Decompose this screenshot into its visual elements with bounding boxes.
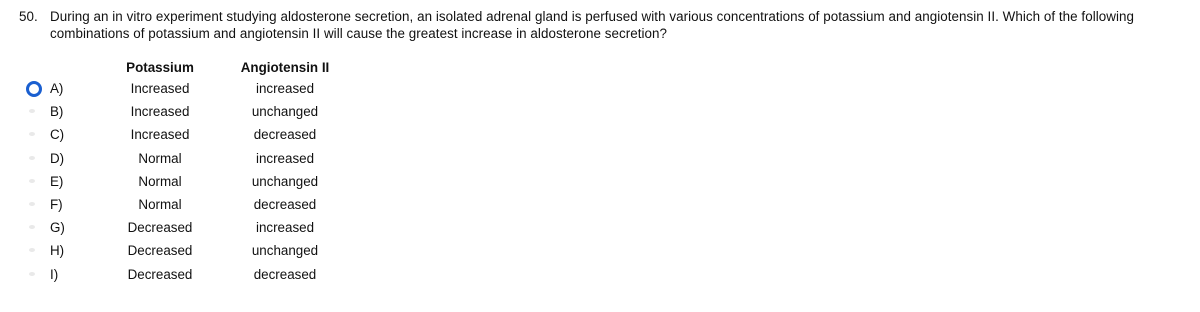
answer-table-header xyxy=(0,60,400,78)
answer-option-d[interactable] xyxy=(0,150,400,173)
answer-options xyxy=(0,80,400,289)
radio-selected-icon[interactable] xyxy=(26,81,42,97)
option-angiotensin: decreased xyxy=(253,127,317,143)
answer-option-f[interactable] xyxy=(0,196,400,219)
radio-unselected-icon[interactable] xyxy=(29,179,35,183)
question-line-1 xyxy=(19,8,1189,25)
question-stem-line-1: During an in vitro experiment studying aldosterone secretion, an isolated adrenal gland is perfused with various concentrations of potassium and angiotensin II. Which of the following xyxy=(50,9,1134,24)
answer-option-e[interactable] xyxy=(0,173,400,196)
potassium-column-header: Potassium xyxy=(126,60,194,75)
option-letter: F) xyxy=(50,196,63,212)
option-angiotensin: decreased xyxy=(253,266,317,282)
question-number: 50. xyxy=(19,9,38,24)
option-letter: H) xyxy=(50,243,65,259)
option-potassium: Increased xyxy=(130,127,190,143)
option-angiotensin: unchanged xyxy=(251,173,319,189)
option-potassium: Decreased xyxy=(127,220,193,236)
option-letter: B) xyxy=(50,104,64,120)
radio-unselected-icon[interactable] xyxy=(29,156,35,160)
radio-unselected-icon[interactable] xyxy=(29,132,35,136)
answer-option-i[interactable] xyxy=(0,266,400,289)
radio-unselected-icon[interactable] xyxy=(29,272,35,276)
answer-option-b[interactable] xyxy=(0,103,400,126)
radio-unselected-icon[interactable] xyxy=(29,225,35,229)
option-potassium: Normal xyxy=(138,150,182,166)
option-potassium: Decreased xyxy=(127,266,193,282)
option-potassium: Normal xyxy=(138,196,182,212)
option-letter: E) xyxy=(50,173,64,189)
angiotensin-column-header: Angiotensin II xyxy=(240,60,330,75)
option-angiotensin: increased xyxy=(255,220,315,236)
answer-option-a[interactable] xyxy=(0,80,400,103)
option-angiotensin: increased xyxy=(255,150,315,166)
option-angiotensin: unchanged xyxy=(251,104,319,120)
option-angiotensin: decreased xyxy=(253,196,317,212)
option-angiotensin: unchanged xyxy=(251,243,319,259)
option-angiotensin: increased xyxy=(255,81,315,96)
option-letter: A) xyxy=(50,81,64,96)
question-text xyxy=(19,8,1189,42)
option-potassium: Increased xyxy=(130,81,190,96)
option-potassium: Decreased xyxy=(127,243,193,259)
option-letter: D) xyxy=(50,150,65,166)
option-letter: G) xyxy=(50,220,65,236)
option-potassium: Normal xyxy=(138,173,182,189)
question-stem-line-2: combinations of potassium and angiotensin II will cause the greatest increase in aldosterone secretion? xyxy=(50,26,668,41)
answer-option-h[interactable] xyxy=(0,242,400,265)
option-letter: I) xyxy=(50,266,59,282)
option-letter: C) xyxy=(50,127,65,143)
radio-unselected-icon[interactable] xyxy=(29,202,35,206)
answer-option-c[interactable] xyxy=(0,126,400,149)
option-potassium: Increased xyxy=(130,104,190,120)
radio-unselected-icon[interactable] xyxy=(29,248,35,252)
answer-option-g[interactable] xyxy=(0,219,400,242)
radio-unselected-icon[interactable] xyxy=(29,109,35,113)
